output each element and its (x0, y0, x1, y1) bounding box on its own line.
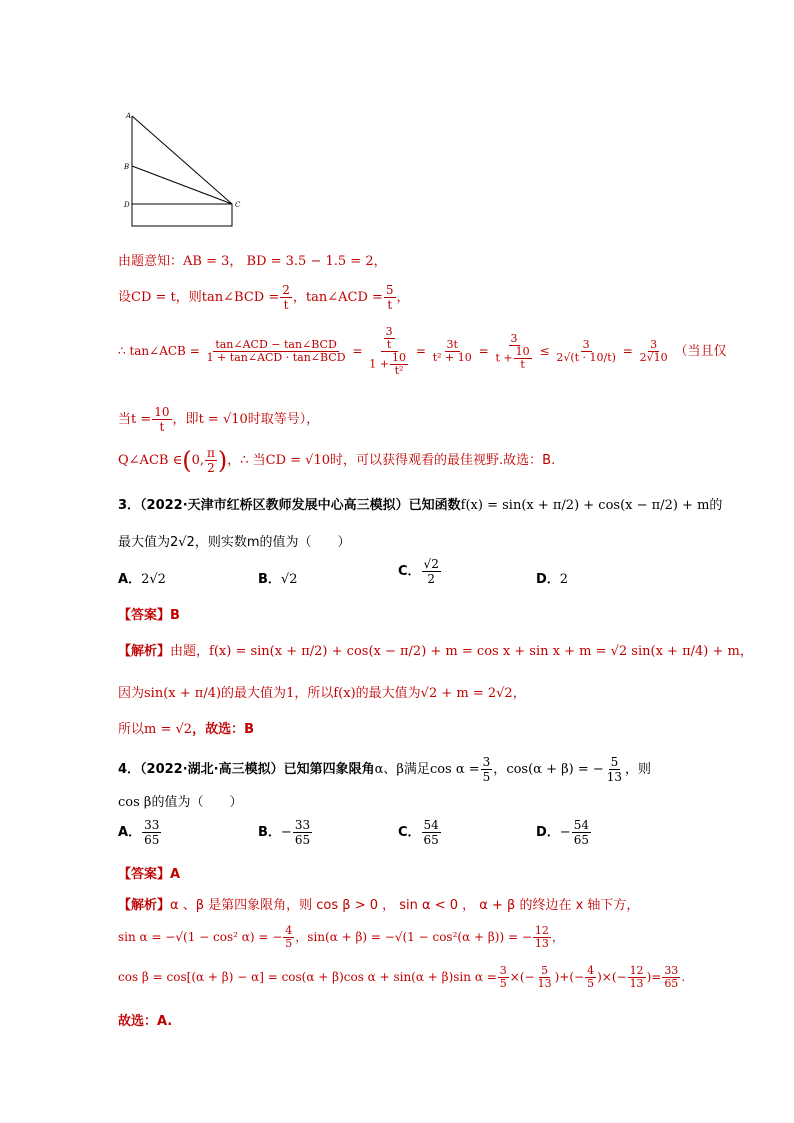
analysis-expr: f(x) = sin(x + π/2) + cos(x − π/2) + m = cos x + sin x + m = √2 sin(x + π/4) + m， (209, 644, 753, 659)
option-label: A． (118, 825, 142, 840)
then-text: ，则 (175, 290, 202, 305)
option-sign: − (280, 825, 292, 840)
cos-a: cos α = (429, 762, 480, 777)
option-frac (422, 557, 441, 586)
point-b-label: B (124, 163, 130, 171)
sin-expr: sin(x + π/4) (144, 686, 222, 701)
frac-4-5 (283, 925, 294, 950)
frac-den: t (159, 420, 165, 434)
q4-analysis-line-3 (118, 965, 685, 990)
tan-acd-expr: ，tan∠ACD = (292, 290, 383, 305)
q4-analysis-line-2 (118, 925, 564, 950)
interval-start: 0, (191, 453, 204, 468)
frac-num: 3 (650, 338, 658, 351)
eq-sign: = (622, 344, 633, 358)
value-text: 的值为（ ） (151, 795, 243, 810)
frac-3-over-2sqrt10 (638, 339, 670, 364)
option-frac (293, 818, 312, 847)
frac-3-5 (481, 755, 493, 784)
cos-beta: cos β (118, 795, 152, 810)
frac-num: 5 (541, 964, 549, 977)
frac-3-over-t-plus (493, 333, 534, 371)
so-text: ，所以 (294, 686, 334, 701)
option-sign: − (559, 825, 571, 840)
frac-den: t (283, 298, 289, 312)
frac-den: 2√(t · 10/t) (556, 351, 616, 364)
equality-text: 时取等号）， (247, 412, 320, 427)
eq-sign: = (415, 344, 426, 358)
one-plus: 1 + (369, 357, 389, 371)
let-text: 设 (118, 290, 132, 305)
because-text: 因为 (118, 686, 145, 701)
q4-option-d[interactable] (536, 818, 592, 847)
sin-ab-expr: ，sin(α + β) = −√(1 − cos²(α + β)) = − (295, 930, 532, 944)
point-a-label: A (126, 112, 132, 120)
frac-den: 2 (207, 461, 215, 475)
analysis-text: 由题， (170, 644, 210, 659)
frac-den (367, 352, 411, 377)
t-plus: t + (495, 351, 513, 364)
frac-den: 65 (664, 977, 679, 990)
q3-stem-line-2 (118, 531, 351, 550)
option-label: A． (118, 572, 142, 587)
analysis-label: 【解析】 (118, 644, 171, 659)
frac-den: 13 (606, 770, 623, 784)
cos-b-expansion: cos β = cos[(α + β) − α] = cos(α + β)cos α + sin(α + β)sin α = (118, 970, 497, 984)
frac-num: 3t (446, 338, 458, 351)
option-value: 2 (559, 572, 569, 587)
namely-text: ，即 (172, 412, 199, 427)
paren-open: ( (182, 446, 192, 475)
leq-sign: ≤ (539, 344, 550, 358)
t-eq: t = (131, 412, 152, 427)
answer-label: 【答案】 (118, 867, 171, 882)
tan-bcd-expr: tan∠BCD = (201, 290, 280, 305)
one-value: 1 (286, 686, 295, 701)
frac-num: 3 (499, 964, 507, 977)
analysis-text: α 、β 是第四象限角，则 cos β > 0 ， sin α < 0 ， α + β 的终边在 x 轴下方， (170, 898, 640, 913)
choice-text: ，故选：B (192, 722, 254, 737)
op: ×(− (509, 970, 535, 984)
geometry-figure (118, 108, 248, 230)
option-label: C． (398, 825, 421, 840)
q3-stem-line-1 (118, 494, 722, 513)
op: )×(− (597, 970, 627, 984)
frac-den: 5 (285, 937, 293, 950)
option-value: 2√2 (141, 572, 166, 587)
frac-3-over-2sqrt (554, 339, 618, 364)
option-label: C． (398, 564, 421, 579)
answer-value: B (170, 608, 180, 623)
q4-stem-line-1 (118, 755, 651, 784)
therefore-when: ，∴ 当 (227, 453, 266, 468)
t-sqrt10: t = √10 (198, 412, 248, 427)
final-text: 故选：A. (118, 1014, 173, 1029)
q4-stem-line-2 (118, 791, 242, 810)
comma: ， (493, 762, 507, 777)
frac-num: 2 (282, 283, 290, 297)
q3-tail: 的 (709, 498, 723, 513)
frac-3t-compound (367, 326, 411, 377)
frac-33-65 (662, 965, 680, 990)
frac-num: 10 (154, 405, 170, 419)
option-label: D． (536, 825, 560, 840)
comma: ， (396, 290, 410, 305)
so-text: 所以 (118, 722, 145, 737)
solution-line-2 (118, 283, 410, 312)
q3-lead: 3．（2022·天津市红桥区教师发展中心高三模拟）已知函数 (118, 498, 461, 513)
frac-2-over-t (280, 283, 292, 312)
q4-final-choice (118, 1010, 172, 1029)
frac-num: 54 (423, 818, 439, 832)
cos-ab: cos(α + β) = − (506, 762, 604, 777)
frac-5-over-t (384, 283, 396, 312)
frac-5-13 (605, 755, 624, 784)
q4-answer (118, 863, 180, 882)
fx-expr: f(x) (333, 686, 356, 701)
eq-sign: = (352, 344, 363, 358)
comma: ， (551, 930, 564, 944)
frac-num: π (206, 446, 215, 460)
solution-line-4 (118, 405, 319, 434)
given-text: 由题意知： (118, 254, 184, 269)
max-eq: √2 + m = 2√2， (420, 686, 526, 701)
frac-den (493, 346, 534, 371)
frac-den: 65 (144, 833, 160, 847)
frac-pi-over-2 (205, 446, 217, 475)
building-rect (132, 204, 232, 226)
solution-line-5 (118, 446, 555, 475)
frac-num: 54 (573, 818, 589, 832)
q3-option-a[interactable] (118, 568, 166, 587)
segment-ac (132, 116, 232, 204)
q3-line2: 最大值为2√2，则实数m的值为（ ） (118, 535, 351, 550)
frac-num: √2 (423, 557, 439, 571)
frac-num: 5 (610, 755, 619, 769)
given-expr: AB = 3， BD = 3.5 − 1.5 = 2， (183, 254, 387, 269)
max-text-2: 的最大值为 (355, 686, 421, 701)
frac-num: 3 (385, 325, 393, 338)
frac-num: 10 (391, 351, 406, 364)
beta: β (396, 762, 404, 777)
inner-frac (514, 346, 532, 371)
solution-line-1 (118, 250, 387, 269)
q3-option-b[interactable] (258, 568, 297, 587)
max-text: 的最大值为 (221, 686, 287, 701)
frac-num: 3 (510, 331, 518, 345)
tan-acb-lead: ∴ tan∠ACB = (118, 344, 200, 358)
eq-sign: = (478, 344, 489, 358)
q3-analysis-line-2 (118, 682, 526, 701)
frac-den: 13 (629, 977, 644, 990)
op: )= (646, 970, 662, 984)
frac-den: t (386, 338, 392, 351)
m-value: m = √2 (144, 722, 193, 737)
frac-12-13 (628, 965, 646, 990)
period: . (681, 970, 686, 984)
satisfy-text: 满足 (403, 762, 430, 777)
frac-4-5 (585, 965, 596, 990)
q4-analysis-line-1 (118, 894, 639, 913)
frac-den: t (520, 357, 525, 371)
frac-num: 10 (515, 344, 530, 358)
frac-den: 65 (423, 833, 439, 847)
frac-num: 5 (385, 283, 394, 297)
when-only-text: （当且仅 (674, 344, 727, 359)
frac-den: 2 (427, 572, 435, 586)
op: )+(− (554, 970, 585, 984)
sep: 、 (383, 762, 397, 777)
frac-den: 2√10 (639, 351, 668, 364)
option-label: B． (258, 825, 281, 840)
analysis-label: 【解析】 (118, 898, 171, 913)
angle-range-lead: Q∠ACB ∈ (118, 453, 183, 468)
frac-5-13 (536, 965, 554, 990)
frac-den: t² (394, 364, 404, 377)
option-value: √2 (280, 572, 298, 587)
frac-num: 33 (144, 818, 160, 832)
point-c-label: C (235, 201, 241, 209)
cd-expr: CD = t (131, 290, 176, 305)
frac-den: 13 (534, 937, 549, 950)
frac-tan-diff (205, 339, 348, 364)
frac-den: t (387, 298, 393, 312)
paren-close: ) (217, 446, 228, 475)
frac-3t-over (431, 339, 474, 364)
q4-option-a[interactable] (118, 818, 162, 847)
frac-num: 33 (294, 818, 311, 832)
when-text: 当 (118, 412, 132, 427)
option-frac (422, 818, 441, 847)
frac-num: 4 (285, 924, 293, 937)
frac-den: 65 (294, 833, 311, 847)
frac-den: 5 (482, 770, 491, 784)
frac-den: 65 (573, 833, 589, 847)
frac-num: 4 (587, 964, 595, 977)
frac-den: 13 (537, 977, 552, 990)
conclusion-text: 时，可以获得观看的最佳视野.故选：B. (330, 453, 556, 468)
frac-3-5 (498, 965, 509, 990)
frac-den: 5 (499, 977, 507, 990)
then-text: ，则 (625, 762, 652, 777)
frac-12-13 (533, 925, 551, 950)
frac-10-over-t (152, 405, 171, 434)
frac-den: t² + 10 (432, 351, 472, 364)
frac-num: tan∠ACD − tan∠BCD (215, 338, 337, 351)
inner-frac (384, 326, 395, 351)
frac-num (381, 326, 398, 352)
cd-sqrt10: CD = √10 (265, 453, 331, 468)
alpha: α (374, 762, 384, 777)
option-label: B． (258, 572, 281, 587)
sin-a-expr: sin α = −√(1 − cos² α) = − (118, 930, 283, 944)
option-frac (142, 818, 161, 847)
point-d-label: D (124, 201, 130, 209)
q3-option-d[interactable] (536, 568, 568, 587)
frac-num: 33 (664, 964, 679, 977)
q3-function: f(x) = sin(x + π/2) + cos(x − π/2) + m (460, 498, 710, 513)
frac-den: 1 + tan∠ACD · tan∠BCD (206, 351, 346, 364)
frac-num: 3 (482, 755, 491, 769)
option-label: D． (536, 572, 560, 587)
q3-analysis-line-3 (118, 718, 254, 737)
q4-option-c[interactable] (398, 818, 442, 847)
frac-num: 12 (629, 964, 644, 977)
frac-num: 12 (534, 924, 549, 937)
q3-option-c[interactable] (398, 557, 442, 586)
frac-den: 5 (587, 977, 595, 990)
q4-option-b[interactable] (258, 818, 313, 847)
frac-num: 3 (582, 338, 590, 351)
segment-bc (132, 166, 232, 204)
inner-frac (390, 352, 408, 377)
answer-value: A (170, 867, 181, 882)
solution-line-3 (118, 326, 727, 377)
q4-lead: 4．（2022·湖北·高三模拟）已知第四象限角 (118, 762, 375, 777)
q3-analysis-line-1 (118, 640, 753, 659)
answer-label: 【答案】 (118, 608, 171, 623)
option-frac (572, 818, 591, 847)
q3-answer (118, 604, 180, 623)
